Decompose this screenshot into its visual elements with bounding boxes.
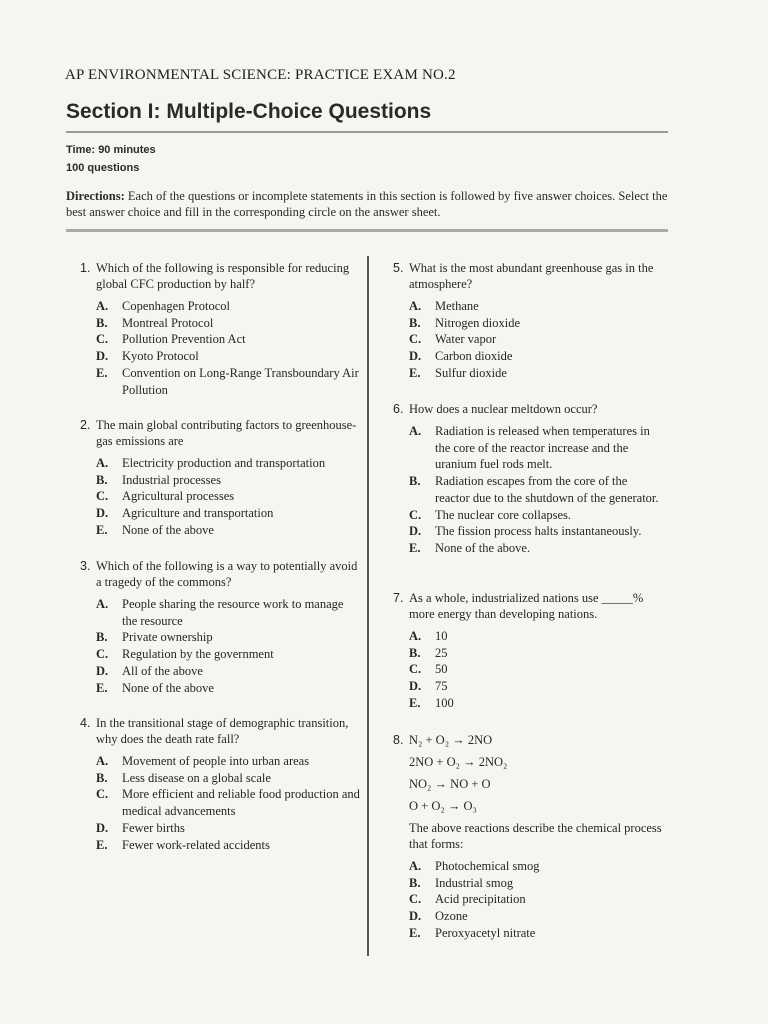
answer-option[interactable] bbox=[409, 473, 663, 506]
option-text: Fewer births bbox=[122, 820, 185, 835]
option-text: Montreal Protocol bbox=[122, 315, 214, 330]
answer-options bbox=[409, 628, 663, 712]
option-text: Ozone bbox=[435, 909, 468, 924]
option-letter: D. bbox=[409, 679, 422, 694]
option-text: None of the above bbox=[122, 680, 214, 695]
option-letter: A. bbox=[409, 859, 422, 873]
option-text: 75 bbox=[435, 679, 448, 694]
time-limit: Time: 90 minutes bbox=[66, 144, 156, 156]
question-text: As a whole, industrialized nations use _____% more energy than developing nations. bbox=[409, 591, 644, 621]
question-number: 5. bbox=[393, 261, 404, 275]
option-text: Private ownership bbox=[122, 630, 213, 645]
answer-option[interactable] bbox=[409, 423, 663, 473]
section-divider bbox=[66, 131, 668, 133]
option-letter: C. bbox=[409, 332, 422, 347]
option-text: Radiation is released when temperatures in the core of the reactor increase and the uranium fuel rods melt. bbox=[435, 424, 650, 472]
answer-options bbox=[96, 298, 360, 398]
answer-options bbox=[409, 298, 663, 382]
equation: O + O₂ → O₃ bbox=[409, 799, 477, 813]
option-text: Kyoto Protocol bbox=[122, 349, 199, 364]
option-text: None of the above bbox=[122, 522, 214, 537]
option-letter: B. bbox=[409, 315, 421, 330]
answer-option[interactable] bbox=[409, 858, 663, 875]
option-text: The nuclear core collapses. bbox=[435, 507, 572, 522]
answer-option[interactable] bbox=[96, 646, 360, 663]
option-text: Movement of people into urban areas bbox=[122, 754, 310, 768]
option-letter: D. bbox=[96, 506, 109, 521]
option-letter: E. bbox=[409, 540, 421, 555]
option-text: Sulfur dioxide bbox=[435, 365, 507, 380]
answer-options bbox=[96, 596, 360, 696]
answer-option[interactable] bbox=[96, 770, 360, 787]
option-letter: C. bbox=[409, 507, 422, 522]
question-number: 7. bbox=[393, 591, 404, 605]
directions-label: Directions: bbox=[66, 189, 125, 203]
option-letter: B. bbox=[409, 645, 421, 660]
answer-option[interactable] bbox=[409, 908, 663, 925]
question-number: 2. bbox=[80, 418, 91, 432]
question-4 bbox=[80, 715, 360, 853]
answer-options bbox=[96, 753, 360, 853]
answer-option[interactable] bbox=[409, 645, 663, 662]
question-text: How does a nuclear meltdown occur? bbox=[409, 402, 598, 416]
answer-options bbox=[96, 455, 360, 539]
answer-option[interactable] bbox=[409, 298, 663, 315]
answer-option[interactable] bbox=[409, 315, 663, 332]
option-letter: E. bbox=[96, 522, 108, 537]
option-letter: B. bbox=[96, 770, 108, 785]
directions bbox=[66, 188, 668, 220]
option-text: Industrial processes bbox=[122, 472, 221, 487]
answer-option[interactable] bbox=[409, 507, 663, 524]
option-text: Industrial smog bbox=[435, 875, 514, 890]
section-title: Section I: Multiple-Choice Questions bbox=[66, 100, 432, 123]
option-letter: A. bbox=[96, 456, 109, 470]
answer-option[interactable] bbox=[96, 837, 360, 854]
option-letter: D. bbox=[96, 349, 109, 364]
answer-option[interactable] bbox=[409, 348, 663, 365]
question-3 bbox=[80, 558, 360, 696]
answer-option[interactable] bbox=[96, 365, 360, 398]
option-letter: D. bbox=[96, 663, 109, 678]
option-text: Regulation by the government bbox=[122, 647, 274, 662]
option-text: Water vapor bbox=[435, 332, 497, 347]
answer-option[interactable] bbox=[409, 523, 663, 540]
equation-list bbox=[409, 754, 663, 814]
option-letter: E. bbox=[409, 925, 421, 940]
option-text: Copenhagen Protocol bbox=[122, 299, 230, 313]
option-letter: C. bbox=[409, 662, 422, 677]
option-letter: D. bbox=[409, 909, 422, 924]
answer-option[interactable] bbox=[409, 365, 663, 382]
option-text: Acid precipitation bbox=[435, 892, 526, 907]
option-text: All of the above bbox=[122, 663, 203, 678]
option-letter: A. bbox=[96, 597, 109, 611]
question-5 bbox=[393, 260, 663, 382]
answer-option[interactable] bbox=[96, 472, 360, 489]
option-letter: C. bbox=[96, 787, 109, 802]
option-text: People sharing the resource work to manage the resource bbox=[122, 597, 344, 628]
question-text: The above reactions describe the chemical process that forms: bbox=[409, 821, 662, 851]
answer-option[interactable] bbox=[96, 753, 360, 770]
option-letter: D. bbox=[409, 349, 422, 364]
answer-option[interactable] bbox=[96, 505, 360, 522]
answer-option[interactable] bbox=[96, 298, 360, 315]
option-letter: B. bbox=[409, 875, 421, 890]
option-text: 25 bbox=[435, 645, 448, 660]
option-letter: C. bbox=[96, 332, 109, 347]
option-text: Agriculture and transportation bbox=[122, 506, 274, 521]
question-number: 6. bbox=[393, 402, 404, 416]
question-1 bbox=[80, 260, 360, 398]
answer-option[interactable] bbox=[409, 875, 663, 892]
option-letter: A. bbox=[409, 299, 422, 313]
answer-option[interactable] bbox=[96, 331, 360, 348]
answer-option[interactable] bbox=[409, 540, 663, 557]
answer-option[interactable] bbox=[96, 680, 360, 697]
option-text: Convention on Long-Range Transboundary Air Pollution bbox=[122, 365, 359, 397]
option-text: Peroxyacetyl nitrate bbox=[435, 925, 536, 940]
answer-option[interactable] bbox=[96, 629, 360, 646]
option-text: 10 bbox=[435, 629, 448, 643]
directions-text: Each of the questions or incomplete statements in this section is followed by five answer choices. Select the best answer choice and fill in the corresponding circle on the answer sheet. bbox=[66, 189, 668, 219]
option-letter: A. bbox=[96, 754, 109, 768]
question-text: The main global contributing factors to greenhouse-gas emissions are bbox=[96, 418, 357, 448]
option-letter: A. bbox=[409, 424, 422, 438]
question-text: Which of the following is responsible for reducing global CFC production by half? bbox=[96, 261, 350, 291]
option-letter: E. bbox=[96, 365, 108, 380]
option-text: More efficient and reliable food production and medical advancements bbox=[122, 787, 360, 819]
equation: N₂ + O₂ → 2NO bbox=[409, 733, 493, 747]
equation: 2NO + O₂ → 2NO₂ bbox=[409, 755, 508, 769]
option-letter: B. bbox=[96, 315, 108, 330]
answer-option[interactable] bbox=[409, 661, 663, 678]
exam-title: AP ENVIRONMENTAL SCIENCE: PRACTICE EXAM NO.2 bbox=[65, 67, 456, 83]
question-text: Which of the following is a way to potentially avoid a tragedy of the commons? bbox=[96, 559, 358, 589]
option-text: Nitrogen dioxide bbox=[435, 315, 521, 330]
option-letter: E. bbox=[409, 695, 421, 710]
answer-option[interactable] bbox=[96, 455, 360, 472]
directions-divider bbox=[66, 229, 668, 232]
answer-option[interactable] bbox=[96, 663, 360, 680]
option-text: Fewer work-related accidents bbox=[122, 837, 270, 852]
answer-option[interactable] bbox=[409, 925, 663, 942]
answer-option[interactable] bbox=[409, 628, 663, 645]
answer-option[interactable] bbox=[96, 786, 360, 819]
answer-option[interactable] bbox=[409, 891, 663, 908]
question-text: In the transitional stage of demographic transition, why does the death rate fall? bbox=[96, 716, 349, 746]
option-letter: B. bbox=[409, 474, 421, 489]
answer-option[interactable] bbox=[409, 331, 663, 348]
answer-option[interactable] bbox=[96, 348, 360, 365]
option-letter: C. bbox=[96, 489, 109, 504]
option-text: Methane bbox=[435, 299, 479, 313]
question-count: 100 questions bbox=[66, 162, 140, 174]
column-divider bbox=[367, 256, 369, 956]
answer-option[interactable] bbox=[96, 522, 360, 539]
answer-option[interactable] bbox=[96, 820, 360, 837]
question-number: 8. bbox=[393, 733, 404, 747]
question-6 bbox=[393, 401, 663, 557]
option-letter: A. bbox=[96, 299, 109, 313]
option-text: 50 bbox=[435, 662, 448, 677]
option-text: Electricity production and transportation bbox=[122, 456, 326, 470]
answer-option[interactable] bbox=[96, 315, 360, 332]
question-number: 4. bbox=[80, 716, 91, 730]
option-letter: E. bbox=[96, 680, 108, 695]
answer-options bbox=[409, 423, 663, 557]
option-letter: D. bbox=[409, 524, 422, 539]
option-text: Carbon dioxide bbox=[435, 349, 513, 364]
option-letter: D. bbox=[96, 820, 109, 835]
question-text: What is the most abundant greenhouse gas in the atmosphere? bbox=[409, 261, 654, 291]
option-letter: B. bbox=[96, 472, 108, 487]
option-text: Agricultural processes bbox=[122, 489, 235, 504]
option-letter: E. bbox=[96, 837, 108, 852]
option-letter: C. bbox=[96, 647, 109, 662]
answer-option[interactable] bbox=[96, 596, 360, 629]
option-text: None of the above. bbox=[435, 540, 531, 555]
option-text: Less disease on a global scale bbox=[122, 770, 271, 785]
question-7 bbox=[393, 590, 663, 712]
option-text: The fission process halts instantaneously. bbox=[435, 524, 642, 539]
exam-meta bbox=[66, 141, 156, 177]
answer-option[interactable] bbox=[409, 695, 663, 712]
question-8 bbox=[393, 732, 663, 942]
option-letter: C. bbox=[409, 892, 422, 907]
answer-option[interactable] bbox=[96, 488, 360, 505]
option-text: Radiation escapes from the core of the reactor due to the shutdown of the generator. bbox=[435, 474, 659, 505]
question-number: 1. bbox=[80, 261, 91, 275]
answer-options bbox=[409, 858, 663, 942]
option-text: Photochemical smog bbox=[435, 859, 540, 873]
answer-option[interactable] bbox=[409, 678, 663, 695]
question-2 bbox=[80, 417, 360, 539]
option-letter: A. bbox=[409, 629, 422, 643]
question-number: 3. bbox=[80, 559, 91, 573]
option-letter: B. bbox=[96, 630, 108, 645]
equation: NO₂ → NO + O bbox=[409, 777, 491, 791]
option-letter: E. bbox=[409, 365, 421, 380]
option-text: 100 bbox=[435, 695, 454, 710]
option-text: Pollution Prevention Act bbox=[122, 332, 246, 347]
